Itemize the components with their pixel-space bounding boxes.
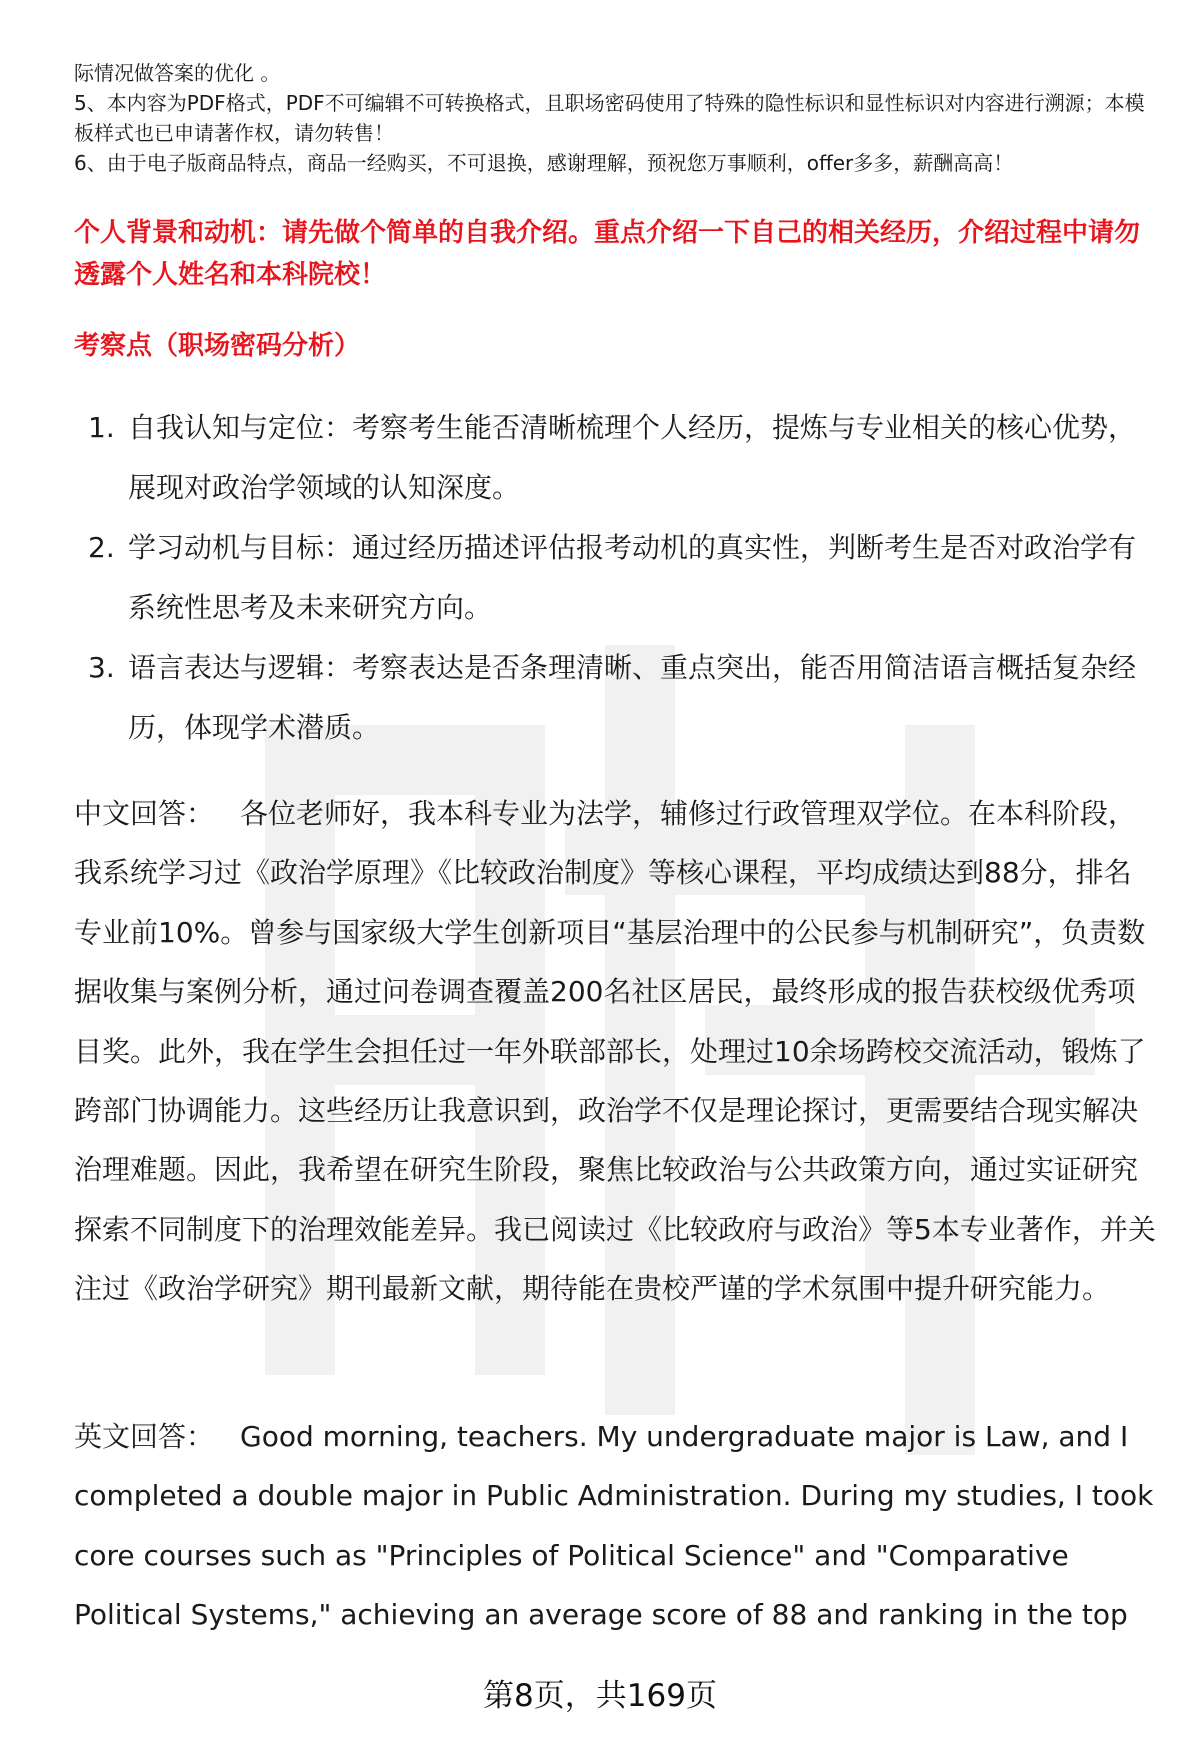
chinese-answer-label: 中文回答： [74,797,215,830]
english-answer-label: 英文回答： [74,1420,215,1453]
assessment-points-heading: 考察点（职场密码分析） [74,331,361,361]
note-line: 6、由于电子版商品特点，商品一经购买，不可退换，感谢理解，预祝您万事顺利，offer多多，薪酬高高！ [74,151,1014,175]
chinese-answer [74,784,1158,1319]
list-item-text: 学习动机与目标：通过经历描述评估报考动机的真实性，判断考生是否对政治学有系统性思考及未来研究方向。 [128,531,1137,624]
list-item-text: 语言表达与逻辑：考察表达是否条理清晰、重点突出，能否用简洁语言概括复杂经历，体现学术潜质。 [128,651,1137,744]
list-item-number: 2. [88,531,115,564]
list-item-number: 3. [88,651,115,684]
english-answer-text: Good morning, teachers. My undergraduate major is Law, and I completed a double major in Public Administration. During my studies, I took core courses such as "Principles of Political Science" and "Comparative Political Systems," achieving an average score of 88 and ranking in the top [74,1420,1154,1632]
list-item-number: 1. [88,411,115,444]
note-line: 5、本内容为PDF格式，PDF不可编辑不可转换格式，且职场密码使用了特殊的隐性标识和显性标识对内容进行溯源；本模板样式也已申请著作权，请勿转售！ [74,91,1145,145]
notes-block [74,58,1154,178]
list-item [74,398,1154,518]
note-line: 际情况做答案的优化 。 [74,61,281,85]
list-item-text: 自我认知与定位：考察考生能否清晰梳理个人经历，提炼与专业相关的核心优势，展现对政治学领域的认知深度。 [128,411,1137,504]
assessment-points-list [74,398,1154,758]
page-footer: 第8页，共169页 [483,1678,717,1714]
question-prompt-heading: 个人背景和动机：请先做个简单的自我介绍。重点介绍一下自己的相关经历，介绍过程中请勿透露个人姓名和本科院校！ [74,218,1141,290]
list-item [74,638,1154,758]
list-item [74,518,1154,638]
english-answer [74,1407,1158,1645]
chinese-answer-text: 各位老师好，我本科专业为法学，辅修过行政管理双学位。在本科阶段，我系统学习过《政治学原理》《比较政治制度》等核心课程，平均成绩达到88分，排名专业前10%。曾参与国家级大学生创新项目“基层治理中的公民参与机制研究”，负责数据收集与案例分析，通过问卷调查覆盖200名社区居民，最终形成的报告获校级优秀项目奖。此外，我在学生会担任过一年外联部部长，处理过10余场跨校交流活动，锻炼了跨部门协调能力。这些经历让我意识到，政治学不仅是理论探讨，更需要结合现实解决治理难题。因此，我希望在研究生阶段，聚焦比较政治与公共政策方向，通过实证研究探索不同制度下的治理效能差异。我已阅读过《比较政府与政治》等5本专业著作，并关注过《政治学研究》期刊最新文献，期待能在贵校严谨的学术氛围中提升研究能力。 [74,797,1156,1306]
